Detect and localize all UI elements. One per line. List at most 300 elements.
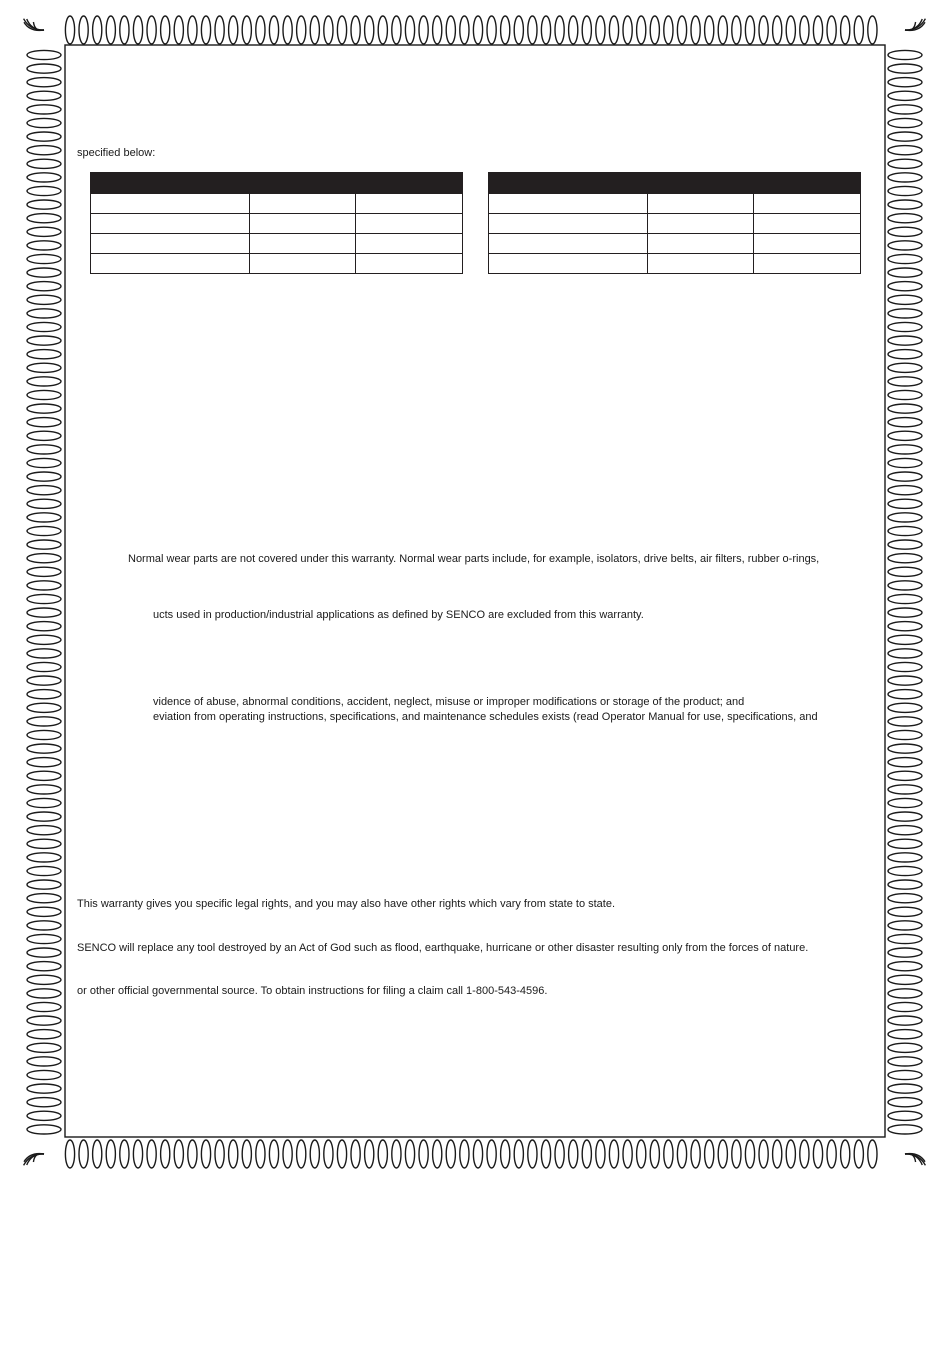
border-loop (283, 1140, 292, 1168)
border-loop (229, 1140, 238, 1168)
table-cell (648, 194, 754, 214)
border-loop (813, 1140, 822, 1168)
border-loop (623, 1140, 632, 1168)
border-loop (888, 91, 922, 100)
border-loop (27, 907, 61, 916)
border-loop (888, 635, 922, 644)
border-loop (637, 16, 646, 44)
table-cell (489, 214, 648, 234)
border-loop (888, 486, 922, 495)
border-loop (732, 1140, 741, 1168)
border-loop (242, 1140, 251, 1168)
border-loop (868, 16, 877, 44)
border-loop (27, 1043, 61, 1052)
border-loop (841, 16, 850, 44)
border-loop (888, 744, 922, 753)
border-loop (888, 785, 922, 794)
border-loop (27, 812, 61, 821)
border-loop (888, 989, 922, 998)
border-loop (446, 1140, 455, 1168)
border-loop (888, 771, 922, 780)
border-loop (27, 1098, 61, 1107)
border-loop (392, 1140, 401, 1168)
border-loop (650, 16, 659, 44)
table-cell (250, 254, 356, 274)
border-loop (582, 16, 591, 44)
border-loop (27, 662, 61, 671)
condition-abuse-text: vidence of abuse, abnormal conditions, accident, neglect, misuse or improper modifications or storage of the product; and (153, 696, 745, 708)
border-loop (27, 377, 61, 386)
table-row (489, 234, 861, 254)
border-loop (378, 16, 387, 44)
table-cell (754, 214, 861, 234)
border-loop (27, 785, 61, 794)
border-loop (460, 1140, 469, 1168)
border-loop (27, 989, 61, 998)
border-loop (27, 486, 61, 495)
border-loop (446, 16, 455, 44)
legal-rights-text: This warranty gives you specific legal rights, and you may also have other rights which vary from state to state. (77, 898, 616, 910)
border-loop (487, 1140, 496, 1168)
border-loop (705, 1140, 714, 1168)
border-loop (106, 1140, 115, 1168)
border-loop (888, 540, 922, 549)
border-loop (888, 1098, 922, 1107)
border-loop (365, 1140, 374, 1168)
border-loop (569, 1140, 578, 1168)
border-loop (473, 16, 482, 44)
border-loop (27, 853, 61, 862)
border-loop (419, 16, 428, 44)
border-loop (27, 771, 61, 780)
border-loop (79, 16, 88, 44)
border-loop (888, 472, 922, 481)
border-loop (888, 499, 922, 508)
border-loop (759, 16, 768, 44)
border-loop (27, 1016, 61, 1025)
border-loop (351, 1140, 360, 1168)
border-loop (27, 649, 61, 658)
border-loop (27, 322, 61, 331)
border-loop (888, 431, 922, 440)
border-loop (27, 567, 61, 576)
border-loop (888, 118, 922, 127)
border-loop (27, 458, 61, 467)
border-loop (528, 16, 537, 44)
table-cell (754, 254, 861, 274)
border-loop (813, 16, 822, 44)
border-loop (569, 16, 578, 44)
border-loop (888, 866, 922, 875)
border-loop (337, 1140, 346, 1168)
border-loop (623, 16, 632, 44)
border-loop (365, 16, 374, 44)
border-loop (705, 16, 714, 44)
border-loop (27, 513, 61, 522)
border-loop (27, 1030, 61, 1039)
border-loop (27, 132, 61, 141)
border-loop (324, 16, 333, 44)
border-loop (93, 16, 102, 44)
border-loop (888, 336, 922, 345)
border-loop (677, 16, 686, 44)
border-loop (256, 16, 265, 44)
border-loop (27, 268, 61, 277)
border-loop (888, 186, 922, 195)
border-loop (888, 839, 922, 848)
border-loop (27, 309, 61, 318)
border-loop (745, 1140, 754, 1168)
border-loop (27, 744, 61, 753)
border-loop (405, 16, 414, 44)
border-loop (27, 948, 61, 957)
border-loop (27, 118, 61, 127)
border-loop (65, 1140, 74, 1168)
border-loop (888, 690, 922, 699)
border-loop (888, 78, 922, 87)
border-loop (27, 472, 61, 481)
border-loop (888, 200, 922, 209)
border-loop (650, 1140, 659, 1168)
border-loop (888, 554, 922, 563)
table-cell (356, 254, 463, 274)
table-cell (356, 194, 463, 214)
border-loop (888, 1057, 922, 1066)
border-loop (888, 132, 922, 141)
border-loop (888, 921, 922, 930)
border-loop (27, 581, 61, 590)
border-loop (888, 268, 922, 277)
border-loop (888, 676, 922, 685)
border-loop (269, 16, 278, 44)
border-loop (888, 880, 922, 889)
border-loop (27, 839, 61, 848)
table-cell (489, 254, 648, 274)
table-header (91, 173, 463, 194)
border-loop (888, 812, 922, 821)
border-loop (174, 1140, 183, 1168)
border-loop (541, 16, 550, 44)
border-loop (27, 390, 61, 399)
border-loop (188, 1140, 197, 1168)
border-loop (283, 16, 292, 44)
table-cell (250, 214, 356, 234)
border-loop (888, 581, 922, 590)
act-of-god-text: SENCO will replace any tool destroyed by an Act of God such as flood, earthquake, hurricane or other disaster resulting only from the forces of nature. (77, 942, 809, 954)
table-cell (356, 234, 463, 254)
border-loop (664, 1140, 673, 1168)
border-loop (310, 1140, 319, 1168)
border-loop (718, 1140, 727, 1168)
border-loop (269, 1140, 278, 1168)
border-loop (786, 1140, 795, 1168)
table-header (489, 173, 861, 194)
border-loop (888, 758, 922, 767)
border-loop (27, 676, 61, 685)
border-loop (888, 64, 922, 73)
wear-parts-text: Normal wear parts are not covered under this warranty. Normal wear parts include, for example, isolators, drive belts, air filters, rubber o-rings, (128, 553, 820, 565)
border-loop (120, 1140, 129, 1168)
border-loop (888, 309, 922, 318)
border-loop (161, 1140, 170, 1168)
border-loop (888, 894, 922, 903)
border-loop (555, 16, 564, 44)
border-loop (888, 227, 922, 236)
border-loop (888, 826, 922, 835)
table-cell (91, 234, 250, 254)
border-loop (27, 50, 61, 59)
border-loop (888, 146, 922, 155)
table-cell (754, 194, 861, 214)
border-loop (888, 1030, 922, 1039)
table-cell (489, 194, 648, 214)
table-cell (754, 234, 861, 254)
border-loop (732, 16, 741, 44)
border-loop (27, 1057, 61, 1066)
border-loop (106, 16, 115, 44)
table-cell (91, 194, 250, 214)
border-loop (27, 146, 61, 155)
border-loop (888, 513, 922, 522)
border-loop (27, 431, 61, 440)
table-cell (648, 254, 754, 274)
border-loop (582, 1140, 591, 1168)
border-loop (596, 16, 605, 44)
border-loop (888, 105, 922, 114)
border-loop (93, 1140, 102, 1168)
border-loop (27, 254, 61, 263)
border-loop (27, 105, 61, 114)
table-row (489, 214, 861, 234)
border-loop (773, 1140, 782, 1168)
border-loop (555, 1140, 564, 1168)
table-row (91, 214, 463, 234)
border-loop (27, 418, 61, 427)
border-loop (800, 16, 809, 44)
border-loop (79, 1140, 88, 1168)
border-loop (27, 350, 61, 359)
border-loop (161, 16, 170, 44)
border-loop (888, 214, 922, 223)
border-loop (215, 1140, 224, 1168)
border-loop (27, 1070, 61, 1079)
border-loop (27, 540, 61, 549)
border-loop (27, 758, 61, 767)
border-loop (27, 554, 61, 563)
border-loop (854, 16, 863, 44)
border-loop (419, 1140, 428, 1168)
table-row (91, 194, 463, 214)
border-loop (888, 173, 922, 182)
border-loop (888, 853, 922, 862)
condition-deviation-text: eviation from operating instructions, specifications, and maintenance schedules exists (read Operator Manual for use, specifications, and (153, 711, 818, 723)
border-loop (514, 1140, 523, 1168)
border-loop (888, 1125, 922, 1134)
claim-instructions-text: or other official governmental source. To obtain instructions for filing a claim call 1-800-543-4596. (77, 985, 548, 997)
table-cell (91, 214, 250, 234)
border-loop (487, 16, 496, 44)
intro-text: specified below: (77, 147, 156, 159)
border-loop (188, 16, 197, 44)
border-loop (637, 1140, 646, 1168)
border-loop (433, 16, 442, 44)
border-loop (888, 662, 922, 671)
border-loop (27, 173, 61, 182)
border-loop (888, 50, 922, 59)
border-loop (215, 16, 224, 44)
border-loop (147, 16, 156, 44)
border-loop (888, 1084, 922, 1093)
border-loop (27, 608, 61, 617)
border-loop (65, 16, 74, 44)
border-loop (888, 608, 922, 617)
border-loop (528, 1140, 537, 1168)
border-loop (827, 16, 836, 44)
border-loop (888, 377, 922, 386)
production-exclusion-text: ucts used in production/industrial applications as defined by SENCO are excluded from this warranty. (153, 609, 644, 621)
border-loop (888, 934, 922, 943)
border-loop (888, 567, 922, 576)
border-loop (27, 866, 61, 875)
border-loop (596, 1140, 605, 1168)
border-loop (27, 159, 61, 168)
border-loop (888, 458, 922, 467)
border-loop (27, 186, 61, 195)
border-loop (324, 1140, 333, 1168)
border-loop (27, 934, 61, 943)
border-loop (888, 363, 922, 372)
border-loop (229, 16, 238, 44)
border-loop (691, 1140, 700, 1168)
border-loop (133, 1140, 142, 1168)
border-loop (337, 16, 346, 44)
border-loop (27, 200, 61, 209)
border-loop (297, 1140, 306, 1168)
table-cell (91, 254, 250, 274)
warranty-table-right (488, 172, 861, 274)
border-loop (609, 16, 618, 44)
border-loop (27, 635, 61, 644)
border-loop (888, 350, 922, 359)
border-loop (773, 16, 782, 44)
border-loop (27, 594, 61, 603)
border-loop (27, 962, 61, 971)
border-loop (27, 1125, 61, 1134)
border-loop (27, 91, 61, 100)
border-loop (718, 16, 727, 44)
border-loop (27, 730, 61, 739)
border-loop (27, 880, 61, 889)
border-loop (827, 1140, 836, 1168)
border-loop (888, 418, 922, 427)
border-loop (256, 1140, 265, 1168)
border-loop (392, 16, 401, 44)
table-row (91, 254, 463, 274)
border-loop (27, 445, 61, 454)
border-loop (841, 1140, 850, 1168)
border-loop (27, 1084, 61, 1093)
border-loop (27, 499, 61, 508)
border-loop (759, 1140, 768, 1168)
border-loop (433, 1140, 442, 1168)
border-loop (888, 622, 922, 631)
border-loop (473, 1140, 482, 1168)
table-row (489, 254, 861, 274)
border-loop (888, 703, 922, 712)
border-loop (888, 241, 922, 250)
table-row (91, 234, 463, 254)
border-loop (27, 64, 61, 73)
table-cell (356, 214, 463, 234)
border-loop (514, 16, 523, 44)
border-loop (888, 975, 922, 984)
border-loop (888, 907, 922, 916)
border-loop (541, 1140, 550, 1168)
border-loop (133, 16, 142, 44)
border-loop (27, 717, 61, 726)
border-loop (27, 690, 61, 699)
border-loop (27, 826, 61, 835)
border-loop (888, 1070, 922, 1079)
border-loop (27, 798, 61, 807)
border-loop (888, 962, 922, 971)
border-loop (27, 921, 61, 930)
table-cell (489, 234, 648, 254)
border-loop (677, 1140, 686, 1168)
table-cell (648, 234, 754, 254)
table-row (489, 194, 861, 214)
border-loop (888, 526, 922, 535)
border-loop (501, 1140, 510, 1168)
border-loop (888, 404, 922, 413)
border-loop (27, 526, 61, 535)
border-loop (888, 1111, 922, 1120)
border-loop (201, 1140, 210, 1168)
border-loop (888, 282, 922, 291)
border-loop (378, 1140, 387, 1168)
warranty-table-left (90, 172, 463, 274)
border-loop (201, 16, 210, 44)
border-loop (27, 241, 61, 250)
border-loop (888, 1043, 922, 1052)
border-loop (888, 159, 922, 168)
border-loop (174, 16, 183, 44)
border-loop (888, 730, 922, 739)
border-loop (888, 1016, 922, 1025)
border-loop (745, 16, 754, 44)
border-loop (664, 16, 673, 44)
border-loop (27, 227, 61, 236)
border-loop (27, 363, 61, 372)
border-loop (868, 1140, 877, 1168)
border-loop (27, 1002, 61, 1011)
border-loop (888, 948, 922, 957)
border-loop (27, 1111, 61, 1120)
border-loop (888, 390, 922, 399)
border-loop (147, 1140, 156, 1168)
border-loop (888, 798, 922, 807)
border-loop (405, 1140, 414, 1168)
border-loop (242, 16, 251, 44)
border-loop (888, 594, 922, 603)
border-loop (888, 254, 922, 263)
border-loop (609, 1140, 618, 1168)
border-loop (27, 975, 61, 984)
border-loop (888, 717, 922, 726)
border-loop (888, 649, 922, 658)
border-loop (27, 404, 61, 413)
border-loop (460, 16, 469, 44)
